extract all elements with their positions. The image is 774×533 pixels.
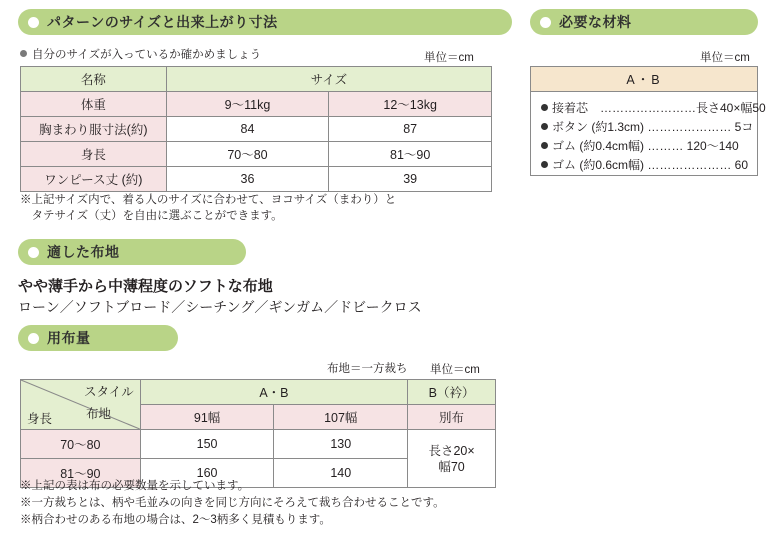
size-cell: 87 xyxy=(329,117,492,142)
yardage-group-ab: A・B xyxy=(140,380,407,405)
section-title-size: パターンのサイズと出来上がり寸法 xyxy=(47,14,278,30)
yardage-note-3: ※柄合わせのある布地の場合は、2〜3柄多く見積もります。 xyxy=(20,514,331,526)
yardage-sub-91: 91幅 xyxy=(140,405,274,430)
yardage-cell: 140 xyxy=(274,459,408,488)
yardage-cut-note: 布地＝一方裁ち xyxy=(327,363,408,375)
size-th-name: 名称 xyxy=(21,67,167,92)
materials-header: A・B xyxy=(531,67,757,92)
yardage-cell-merged-b xyxy=(408,430,496,488)
table-row xyxy=(21,380,496,405)
yardage-note-1: ※上記の表は布の必要数量を示しています。 xyxy=(20,480,250,492)
yardage-note-2: ※一方裁ちとは、柄や毛並みの向きを同じ方向にそろえて裁ち合わせることです。 xyxy=(20,497,445,509)
size-note-line-1: ※上記サイズ内で、着る人のサイズに合わせて、ヨコサイズ（まわり）と xyxy=(20,194,397,206)
size-row-label: ワンピース丈 (約) xyxy=(21,167,167,192)
size-lead-text: 自分のサイズが入っているか確かめましょう xyxy=(20,47,261,63)
yardage-corner-style: スタイル xyxy=(83,385,134,399)
materials-box xyxy=(530,66,766,176)
size-row-label: 身長 xyxy=(21,142,167,167)
table-row xyxy=(21,92,492,117)
table-row xyxy=(21,430,496,459)
fabric-description-list: ローン／ソフトブロード／シーチング／ギンガム／ドビークロス xyxy=(18,299,422,315)
yardage-corner-fabric-label: 布地 xyxy=(86,407,112,421)
yardage-cell: 130 xyxy=(274,430,408,459)
size-th-weight-b: 12〜13kg xyxy=(329,92,492,117)
size-cell: 39 xyxy=(329,167,492,192)
list-dot-icon xyxy=(541,142,548,149)
list-dot-icon xyxy=(541,104,548,111)
list-dot-icon xyxy=(541,161,548,168)
bullet-icon xyxy=(28,247,39,258)
section-header-size xyxy=(18,9,512,35)
bullet-icon xyxy=(28,333,39,344)
section-header-fabric xyxy=(18,239,246,265)
size-note-line-2: タテサイズ（丈）を自由に選ぶことができます。 xyxy=(20,210,283,222)
size-th-weight: 体重 xyxy=(21,92,167,117)
section-title-materials: 必要な材料 xyxy=(559,14,632,30)
size-table xyxy=(20,66,492,192)
yardage-row-label: 70〜80 xyxy=(21,430,141,459)
yardage-merged-line-1: 長さ20× xyxy=(428,443,475,458)
yardage-cell: 160 xyxy=(140,459,274,488)
table-row xyxy=(21,142,492,167)
yardage-unit-label: 単位＝cm xyxy=(430,364,480,376)
section-header-materials xyxy=(530,9,758,35)
bullet-icon xyxy=(540,17,551,28)
size-th-size: サイズ xyxy=(166,67,491,92)
bullet-icon xyxy=(28,17,39,28)
size-cell: 36 xyxy=(166,167,329,192)
table-row xyxy=(21,117,492,142)
list-dot-icon xyxy=(541,123,548,130)
size-cell: 70〜80 xyxy=(166,142,329,167)
yardage-table xyxy=(20,379,496,488)
list-item: 接着芯 ……………………長さ40×幅50 xyxy=(541,99,747,118)
yardage-merged-line-2: 幅70 xyxy=(438,459,465,474)
yardage-cell: 150 xyxy=(140,430,274,459)
yardage-row-label: 81〜90 xyxy=(21,459,141,488)
size-cell: 84 xyxy=(166,117,329,142)
list-item: ゴム (約0.4cm幅) ……… 120〜140 xyxy=(541,137,747,156)
yardage-group-b: B（衿） xyxy=(408,380,496,405)
list-dot-icon xyxy=(20,50,27,57)
table-row xyxy=(21,67,492,92)
section-title-yardage: 用布量 xyxy=(47,330,91,346)
materials-list xyxy=(531,92,766,183)
list-item: ボタン (約1.3cm) ………………… 5コ xyxy=(541,118,747,137)
materials-unit-label: 単位＝cm xyxy=(700,52,750,64)
size-row-label: 胸まわり服寸法(約) xyxy=(21,117,167,142)
yardage-corner-cell xyxy=(21,380,141,430)
size-th-weight-a: 9〜11kg xyxy=(166,92,329,117)
yardage-corner-height: 身長 xyxy=(27,412,53,426)
yardage-sub-107: 107幅 xyxy=(274,405,408,430)
section-title-fabric: 適した布地 xyxy=(47,244,120,260)
yardage-sub-other: 別布 xyxy=(408,405,496,430)
list-item: ゴム (約0.6cm幅) ………………… 60 xyxy=(541,156,747,175)
section-header-yardage xyxy=(18,325,178,351)
size-cell: 81〜90 xyxy=(329,142,492,167)
table-row xyxy=(21,167,492,192)
fabric-description-main: やや薄手から中薄程度のソフトな布地 xyxy=(18,278,273,295)
size-unit-label: 単位＝cm xyxy=(424,52,474,64)
